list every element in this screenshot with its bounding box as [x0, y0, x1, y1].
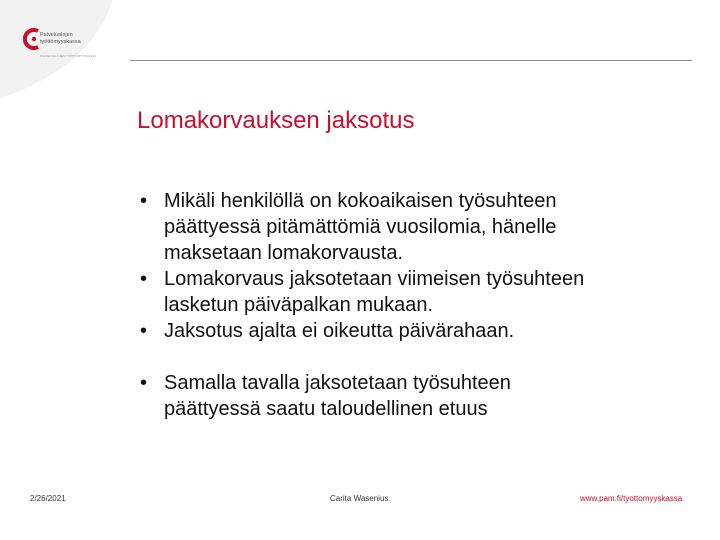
bullet-line: Lomakorvaus jaksotetaan viimeisen työsuhteen [164, 268, 585, 290]
bullet-line: Jaksotus ajalta ei oikeutta päivärahaan. [164, 320, 515, 342]
bullet-line: lasketun päiväpalkan mukaan. [164, 294, 434, 316]
bullet-marker: • [140, 320, 148, 342]
logo-subtext: PALVELUALOJEN TYÖTTÖMYYSKASSA [40, 54, 97, 58]
footer-date: 2/26/2021 [30, 494, 66, 503]
bullet-line: päättyessä saatu taloudellinen etuus [164, 398, 488, 420]
bullet-marker: • [140, 372, 148, 394]
slide-title: Lomakorvauksen jaksotus [137, 107, 415, 134]
bullet-line: Samalla tavalla jaksotetaan työsuhteen [164, 372, 511, 394]
logo [22, 24, 132, 64]
bullet-marker: • [140, 190, 148, 212]
logo-text [40, 32, 81, 45]
top-divider [130, 60, 692, 61]
bullet-marker: • [140, 268, 148, 290]
bullet-line: Mikäli henkilöllä on kokoaikaisen työsuhteen [164, 190, 557, 212]
bullet-list [140, 188, 700, 422]
bullet-spacer [140, 344, 700, 370]
bullet-line: päättyessä pitämättömiä vuosilomia, hänelle [164, 216, 557, 238]
footer-url-link[interactable]: www.pam.fi/tyottomyyskassa [580, 494, 683, 503]
bullet-item [140, 188, 700, 266]
footer-author: Carita Wasenius [330, 494, 389, 503]
logo-text-line-1: Palvelualojen [40, 32, 73, 38]
logo-mark-icon [22, 28, 40, 50]
bullet-item [140, 318, 700, 344]
bullet-line: maksetaan lomakorvausta. [164, 242, 404, 264]
logo-text-line-2: työttömyyskassa [40, 38, 81, 45]
bullet-item [140, 266, 700, 318]
bullet-item [140, 370, 700, 422]
